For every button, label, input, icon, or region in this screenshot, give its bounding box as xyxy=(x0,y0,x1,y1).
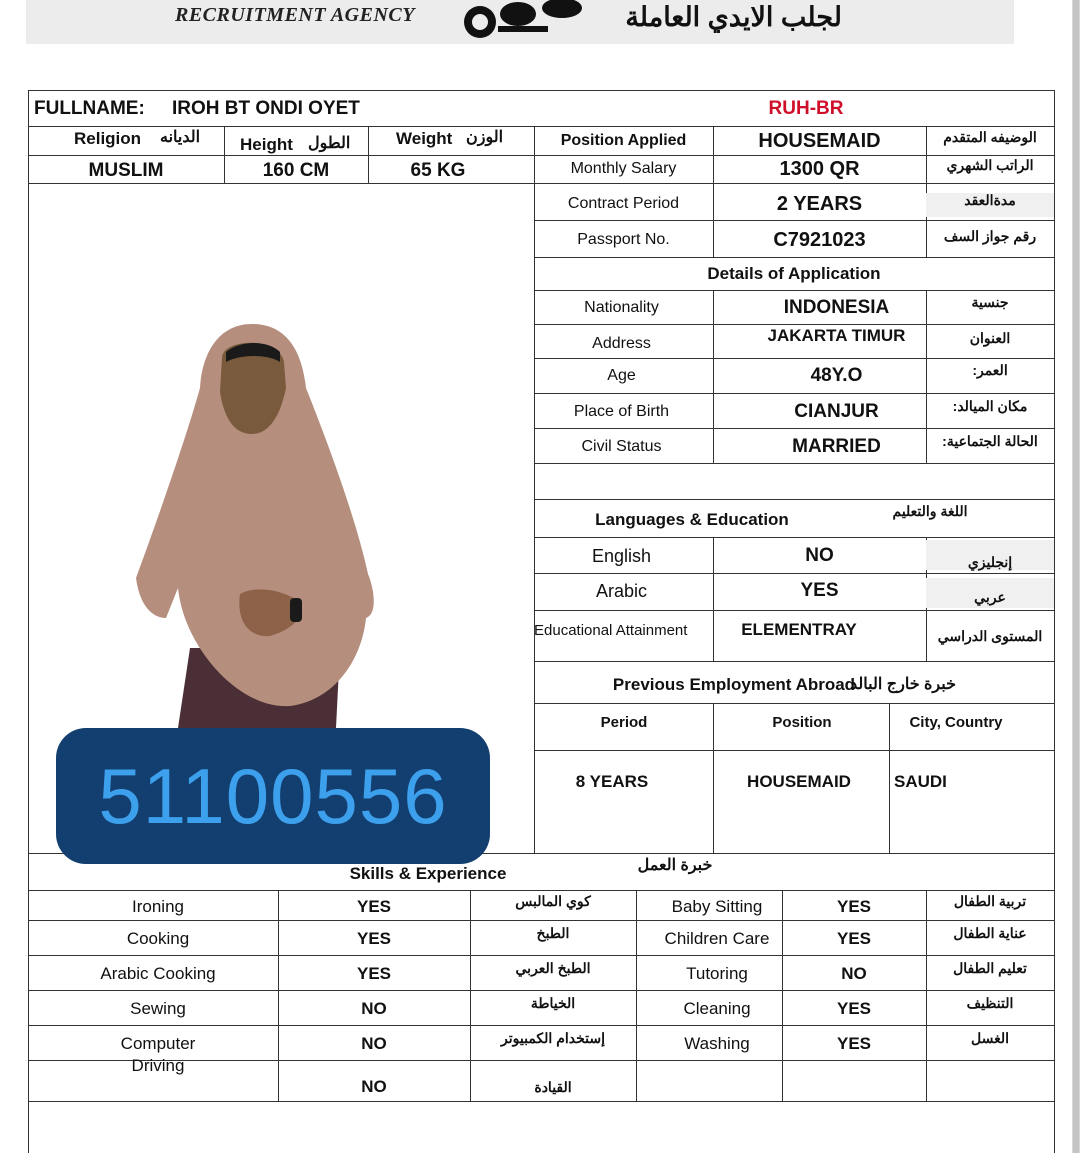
skill-label: Sewing xyxy=(130,999,186,1018)
detail-value: 48Y.O xyxy=(810,365,863,386)
height-value: 160 CM xyxy=(262,160,330,181)
skill-label: Tutoring xyxy=(686,964,748,983)
employment-header-city: City, Country xyxy=(909,713,1003,731)
skill-value: YES xyxy=(356,964,392,983)
detail-label-arabic: العمر: xyxy=(972,361,1008,378)
skill-label-arabic: إستخدام الكمبيوتر xyxy=(501,1029,605,1046)
employment-position: HOUSEMAID xyxy=(747,772,851,791)
skill-label: Computer xyxy=(120,1034,196,1053)
job-value: 1300 QR xyxy=(779,157,860,180)
skill-label-arabic: الطبخ العربي xyxy=(515,959,591,976)
agency-name-arabic: لجلب الايدي العاملة xyxy=(625,2,842,32)
skill-label-arabic: كوي المالبس xyxy=(515,892,591,909)
skill-label-arabic: الخياطة xyxy=(530,994,576,1011)
language-label-arabic: إنجليزي xyxy=(967,553,1013,570)
skill-label-arabic: تربية الطفال xyxy=(953,892,1027,909)
grid-line xyxy=(534,537,1054,538)
skill-value: NO xyxy=(361,1034,387,1053)
detail-label: Nationality xyxy=(584,299,659,316)
skill-value: YES xyxy=(356,897,392,916)
skill-label xyxy=(636,1062,798,1100)
skill-value: YES xyxy=(836,1034,872,1053)
skill-label: Cooking xyxy=(126,929,190,948)
religion-label-arabic: الديانه xyxy=(160,129,201,146)
detail-value: MARRIED xyxy=(792,436,881,457)
employment-header-period: Period xyxy=(600,713,648,731)
skill-label: Cleaning xyxy=(683,999,751,1018)
skill-label-arabic xyxy=(926,1056,1054,1094)
grid-line xyxy=(28,90,1054,91)
language-label: English xyxy=(591,545,652,566)
skills-title-arabic: خبرة العمل xyxy=(637,857,713,874)
language-label-arabic: المستوى الدراسي xyxy=(937,627,1043,644)
job-label-arabic: الراتب الشهري xyxy=(946,156,1034,173)
employment-country: SAUDI xyxy=(894,772,947,791)
skill-value: YES xyxy=(836,929,872,948)
height-label: Height xyxy=(240,135,293,154)
languages-title-arabic: اللغة والتعليم xyxy=(892,502,968,519)
weight-value: 65 KG xyxy=(410,160,466,181)
employment-header-position: Position xyxy=(772,713,832,731)
employment-title-arabic: خبرة خارج البالد xyxy=(850,676,956,693)
skill-label: Washing xyxy=(684,1034,750,1053)
job-label: Position Applied xyxy=(560,132,687,149)
height-label-arabic: الطول xyxy=(308,135,351,152)
details-title: Details of Application xyxy=(707,264,881,283)
skill-label-arabic: عناية الطفال xyxy=(953,924,1027,941)
skill-value: NO xyxy=(361,999,387,1018)
detail-label: Address xyxy=(592,335,651,352)
applicant-photo xyxy=(130,318,374,728)
fullname-label: FULLNAME: xyxy=(34,98,145,119)
phone-number: 51100556 xyxy=(98,751,448,840)
skill-label-arabic: الغسل xyxy=(971,1029,1010,1046)
agency-logo xyxy=(458,0,588,44)
phone-banner[interactable] xyxy=(56,728,490,864)
job-label-arabic: الوضيفه المتقدم xyxy=(943,128,1037,145)
detail-label: Age xyxy=(607,367,636,384)
detail-value: INDONESIA xyxy=(783,297,890,318)
skill-label: Driving xyxy=(131,1056,185,1075)
skills-title: Skills & Experience xyxy=(349,864,507,883)
skill-value: NO xyxy=(361,1077,387,1096)
employment-title: Previous Employment Abroad xyxy=(612,675,856,694)
skill-label: Ironing xyxy=(132,897,184,916)
language-label-arabic: عربي xyxy=(974,588,1006,605)
skill-label-arabic: تعليم الطفال xyxy=(953,959,1027,976)
job-label: Contract Period xyxy=(567,195,680,212)
skill-label: Arabic Cooking xyxy=(100,964,216,983)
language-value: YES xyxy=(800,580,839,601)
languages-title: Languages & Education xyxy=(595,510,789,529)
job-value: HOUSEMAID xyxy=(758,129,881,152)
weight-label-arabic: الوزن xyxy=(466,129,504,146)
detail-label: Place of Birth xyxy=(573,403,670,420)
job-value: 2 YEARS xyxy=(776,192,863,215)
skill-value: NO xyxy=(841,964,867,983)
skill-label: Baby Sitting xyxy=(671,897,763,916)
skill-label-arabic: الطبخ xyxy=(536,924,570,941)
skill-value xyxy=(782,1062,926,1100)
job-label: Monthly Salary xyxy=(570,160,677,177)
scrollbar-thumb[interactable] xyxy=(1073,0,1079,1153)
grid-line xyxy=(534,703,1054,704)
employment-period: 8 YEARS xyxy=(575,772,649,791)
skill-label-arabic: القيادة xyxy=(534,1078,572,1095)
agency-name: RECRUITMENT AGENCY xyxy=(175,4,415,26)
job-label-arabic: مدةالعقد xyxy=(964,191,1016,208)
detail-value: JAKARTA TIMUR xyxy=(767,326,906,345)
detail-value: CIANJUR xyxy=(794,401,879,422)
language-label: Educational Attainment xyxy=(534,621,688,639)
skill-label: Children Care xyxy=(664,929,770,948)
religion-value: MUSLIM xyxy=(88,160,164,181)
religion-label: Religion xyxy=(74,129,142,148)
grid-line xyxy=(534,750,1054,751)
skill-label-arabic: التنظيف xyxy=(966,994,1014,1011)
language-value: ELEMENTRAY xyxy=(741,620,857,639)
detail-label: Civil Status xyxy=(581,438,662,455)
job-label-arabic: رقم جواز السف xyxy=(943,227,1037,244)
reference-code: RUH-BR xyxy=(768,98,844,119)
grid-line xyxy=(534,661,1054,662)
skill-value: YES xyxy=(836,999,872,1018)
detail-label-arabic: العنوان xyxy=(969,329,1011,346)
detail-label-arabic: مكان الميالد: xyxy=(952,397,1028,414)
language-label: Arabic xyxy=(595,580,648,601)
language-value: NO xyxy=(805,545,834,566)
fullname-value: IROH BT ONDI OYET xyxy=(172,98,360,119)
weight-label: Weight xyxy=(396,129,453,148)
job-value: C7921023 xyxy=(773,228,866,251)
detail-label-arabic: جنسية xyxy=(971,293,1009,310)
skill-value: YES xyxy=(836,897,872,916)
job-label: Passport No. xyxy=(577,231,670,248)
skill-value: YES xyxy=(356,929,392,948)
detail-label-arabic: الحالة الجتماعية: xyxy=(942,432,1038,449)
grid-line xyxy=(1054,90,1055,1153)
